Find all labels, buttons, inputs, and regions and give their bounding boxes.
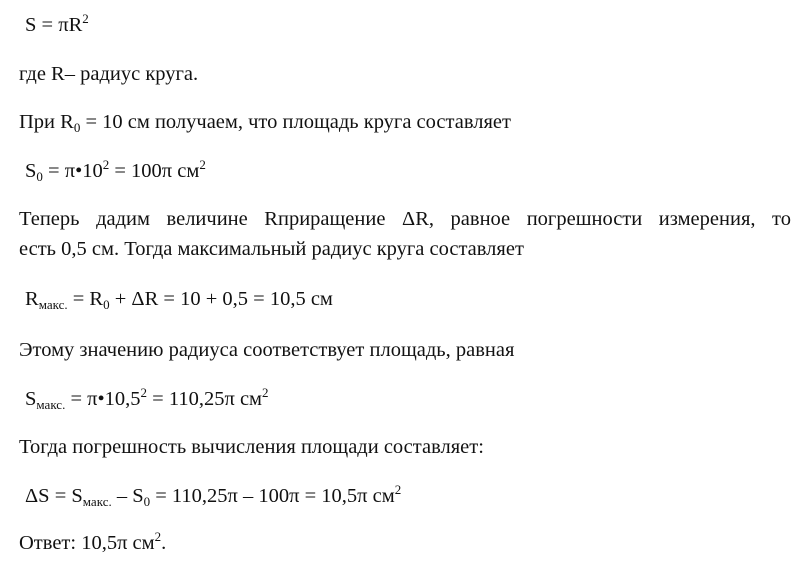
statement-end: = 10 см получаем, что площадь круга составляет: [80, 111, 511, 133]
statement-start: При R: [19, 111, 74, 133]
exponent: 2: [140, 385, 148, 400]
answer: [19, 531, 166, 555]
equation-part: – S: [111, 485, 144, 507]
increment-paragraph-line-2: есть 0,5 см. Тогда максимальный радиус круга составляет: [19, 238, 524, 260]
error-statement: Тогда погрешность вычисления площади составляет:: [19, 436, 484, 458]
error-equation: [25, 484, 401, 508]
subscript: макс.: [82, 494, 112, 509]
exponent: 2: [154, 529, 162, 544]
exponent: 2: [199, 157, 206, 172]
radius-definition: где R– радиус круга.: [19, 63, 199, 85]
symbol: S: [25, 388, 37, 410]
equation-part: = R: [67, 288, 104, 310]
subscript: 0: [103, 297, 110, 312]
initial-radius-statement: [19, 110, 511, 134]
subscript: 0: [36, 169, 43, 184]
subscript: макс.: [38, 297, 68, 312]
answer-end: .: [161, 532, 167, 554]
answer-text: Ответ: 10,5π см: [19, 532, 155, 554]
equation-part: + ΔR = 10 + 0,5 = 10,5 см: [109, 288, 333, 310]
area-statement: Этому значению радиуса соответствует площадь, равная: [19, 339, 515, 361]
subscript: 0: [73, 120, 81, 135]
equation-part: = 110,25π см: [147, 388, 263, 410]
equation-part: = π•10: [42, 160, 103, 182]
equation-part: = π•10,5: [65, 388, 141, 410]
max-area-equation: [25, 387, 269, 411]
increment-paragraph-line-1: Теперь дадим величине Rприращение ΔR, равное погрешности измерения, то: [19, 208, 791, 230]
max-radius-equation: [25, 287, 333, 311]
exponent: 2: [262, 385, 269, 400]
equation-part: = 110,25π – 100π = 10,5π см: [150, 485, 395, 507]
equation-part: ΔS = S: [25, 485, 83, 507]
subscript: 0: [143, 494, 151, 509]
initial-area-equation: [25, 159, 206, 183]
area-formula-text: S = πR: [25, 14, 83, 36]
symbol: R: [25, 288, 39, 310]
equation-part: = 100π см: [109, 160, 200, 182]
exponent: 2: [82, 11, 89, 26]
exponent: 2: [394, 482, 402, 497]
exponent: 2: [102, 157, 110, 172]
subscript: макс.: [36, 397, 66, 412]
symbol: S: [25, 160, 37, 182]
area-formula: [25, 13, 89, 37]
